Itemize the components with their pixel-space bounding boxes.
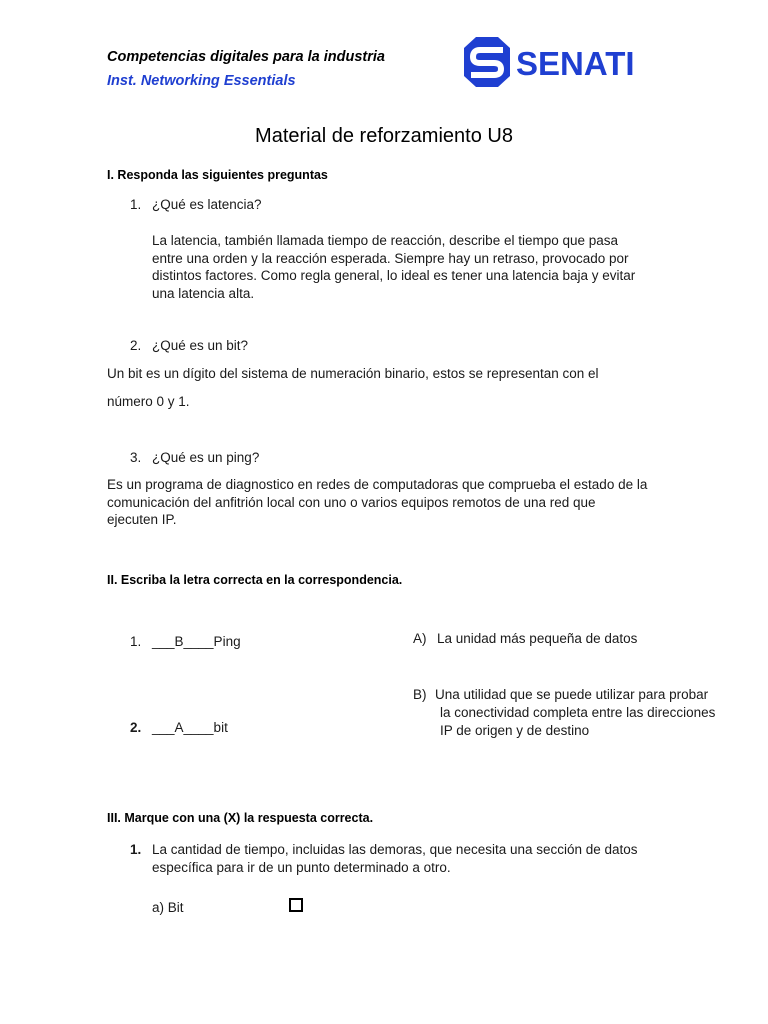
match-item-1-number: 1.	[130, 634, 142, 649]
section-3-heading: III. Marque con una (X) la respuesta correcta.	[107, 811, 374, 825]
answer-checkbox[interactable]	[289, 898, 303, 912]
q2-question: ¿Qué es un bit?	[152, 338, 249, 353]
option-b-line-3: IP de origen y de destino	[440, 723, 590, 738]
course-subtitle: Inst. Networking Essentials	[107, 73, 296, 89]
option-b-line-1: Una utilidad que se puede utilizar para probar	[435, 687, 709, 702]
course-title: Competencias digitales para la industria	[107, 49, 385, 65]
s3-q1-number: 1.	[130, 842, 142, 857]
option-a-text: La unidad más pequeña de datos	[437, 631, 638, 646]
match-item-2: ___A____bit	[152, 720, 228, 735]
q1-answer-line: una latencia alta.	[152, 285, 255, 301]
s3-q1-text	[152, 841, 638, 876]
option-b-letter: B)	[413, 687, 427, 702]
page-title: Material de reforzamiento U8	[255, 125, 513, 147]
q1-answer-line: distintos factores. Como regla general, lo ideal es tener una latencia baja y evitar	[152, 268, 636, 283]
section-1-heading: I. Responda las siguientes preguntas	[107, 168, 328, 182]
q1-answer-line: La latencia, también llamada tiempo de reacción, describe el tiempo que pasa	[152, 233, 619, 248]
q1-answer-line: entre una orden y la reacción esperada. Siempre hay un retraso, provocado por	[152, 250, 629, 266]
q3-answer	[107, 476, 647, 529]
q3-answer-line: comunicación del anfitrión local con uno o varios equipos remotos de una red que	[107, 494, 596, 510]
match-item-1: ___B____Ping	[152, 634, 241, 649]
section-2-heading: II. Escriba la letra correcta en la correspondencia.	[107, 573, 403, 587]
q2-answer-line-2: número 0 y 1.	[107, 394, 190, 409]
q1-question: ¿Qué es latencia?	[152, 197, 262, 212]
q3-answer-line: Es un programa de diagnostico en redes de computadoras que comprueba el estado de la	[107, 477, 648, 492]
q3-question: ¿Qué es un ping?	[152, 450, 260, 465]
senati-emblem-icon	[464, 37, 510, 87]
q3-number: 3.	[130, 450, 142, 465]
senati-logo	[458, 34, 648, 90]
q3-answer-line: ejecuten IP.	[107, 512, 177, 527]
logo-wordmark: SENATI	[516, 45, 635, 82]
option-b-line-2: la conectividad completa entre las direcciones	[440, 705, 716, 720]
q1-number: 1.	[130, 197, 142, 212]
option-a-letter: A)	[413, 631, 427, 646]
q2-number: 2.	[130, 338, 142, 353]
q1-answer	[152, 232, 635, 302]
s3-q1-line: La cantidad de tiempo, incluidas las demoras, que necesita una sección de datos	[152, 842, 638, 857]
s3-q1-line: específica para ir de un punto determinado a otro.	[152, 859, 451, 875]
option-a-bit: a) Bit	[152, 900, 184, 915]
q2-answer-line-1: Un bit es un dígito del sistema de numeración binario, estos se representan con el	[107, 366, 599, 381]
match-item-2-number: 2.	[130, 720, 142, 735]
